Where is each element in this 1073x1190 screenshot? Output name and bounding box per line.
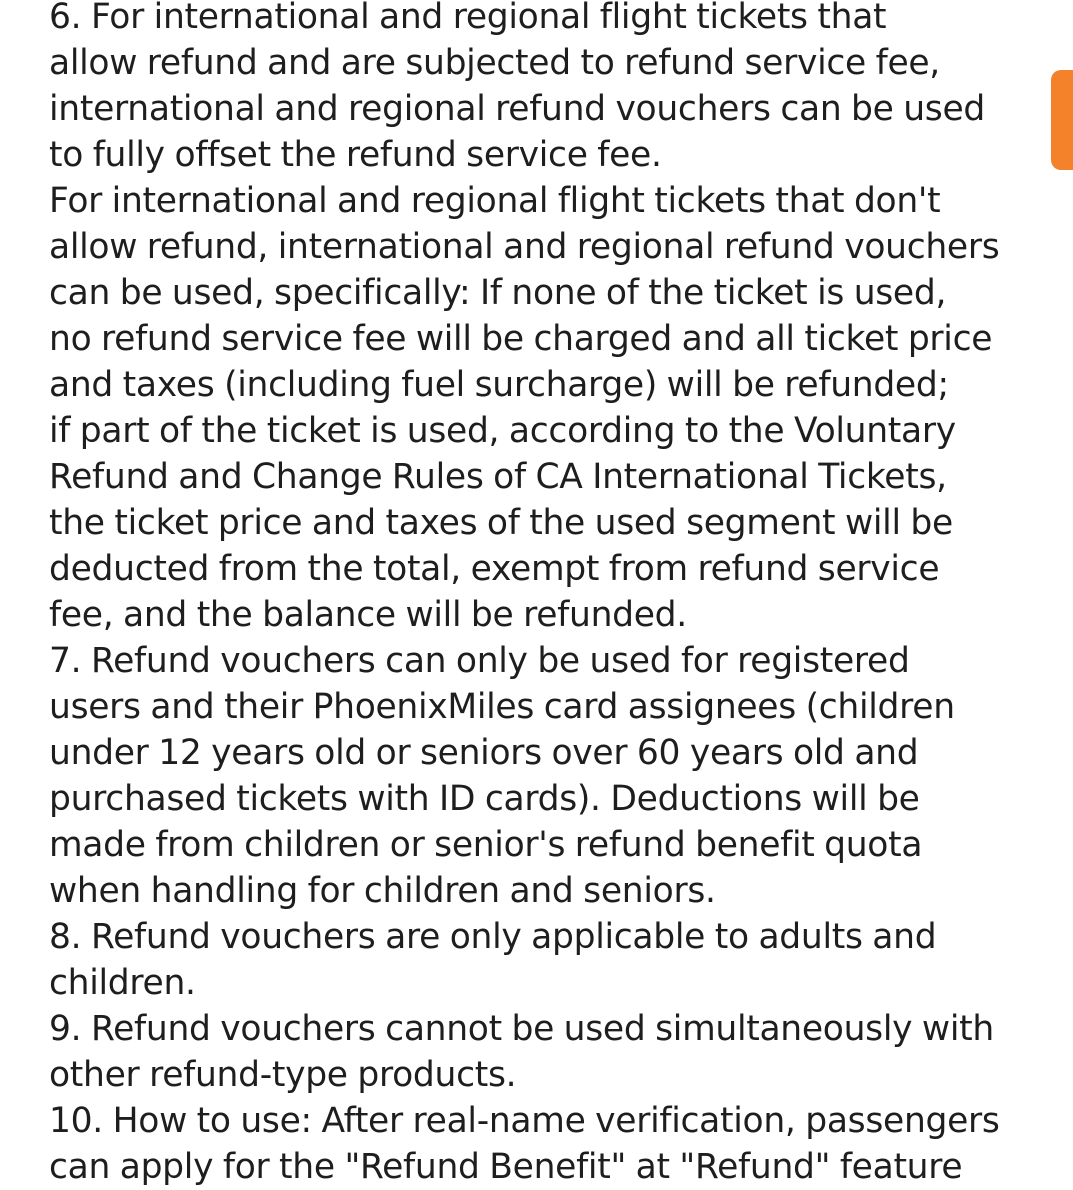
text-line: no refund service fee will be charged and all ticket price [49, 319, 993, 359]
text-line: For international and regional flight tickets that don't [49, 181, 941, 221]
text-line: users and their PhoenixMiles card assignees (children [49, 687, 955, 727]
text-line: can be used, specifically: If none of the ticket is used, [49, 273, 947, 313]
text-line: when handling for children and seniors. [49, 871, 716, 911]
text-line: purchased tickets with ID cards). Deductions will be [49, 779, 920, 819]
text-line: deducted from the total, exempt from refund service [49, 549, 940, 589]
text-line: 6. For international and regional flight tickets that [49, 0, 887, 37]
text-line: international and regional refund vouchers can be used [49, 89, 986, 129]
text-line: to fully offset the refund service fee. [49, 135, 662, 175]
text-line: allow refund, international and regional refund vouchers [49, 227, 1000, 267]
text-line: made from children or senior's refund benefit quota [49, 825, 923, 865]
text-line: children. [49, 963, 196, 1003]
text-line: fee, and the balance will be refunded. [49, 595, 687, 635]
document-text [49, 0, 1039, 1190]
text-line: under 12 years old or seniors over 60 years old and [49, 733, 919, 773]
text-line: 7. Refund vouchers can only be used for registered [49, 641, 910, 681]
text-line: if part of the ticket is used, according to the Voluntary [49, 411, 956, 451]
text-line: 10. How to use: After real-name verification, passengers [49, 1101, 1000, 1141]
text-line: and taxes (including fuel surcharge) will be refunded; [49, 365, 949, 405]
text-line: allow refund and are subjected to refund service fee, [49, 43, 940, 83]
scrollbar-thumb[interactable] [1051, 70, 1073, 170]
text-line: other refund-type products. [49, 1055, 517, 1095]
text-line: Refund and Change Rules of CA International Tickets, [49, 457, 947, 497]
text-line: 8. Refund vouchers are only applicable to adults and [49, 917, 937, 957]
text-line: 9. Refund vouchers cannot be used simultaneously with [49, 1009, 994, 1049]
text-line: the ticket price and taxes of the used segment will be [49, 503, 953, 543]
text-line: can apply for the "Refund Benefit" at "Refund" feature [49, 1147, 963, 1187]
